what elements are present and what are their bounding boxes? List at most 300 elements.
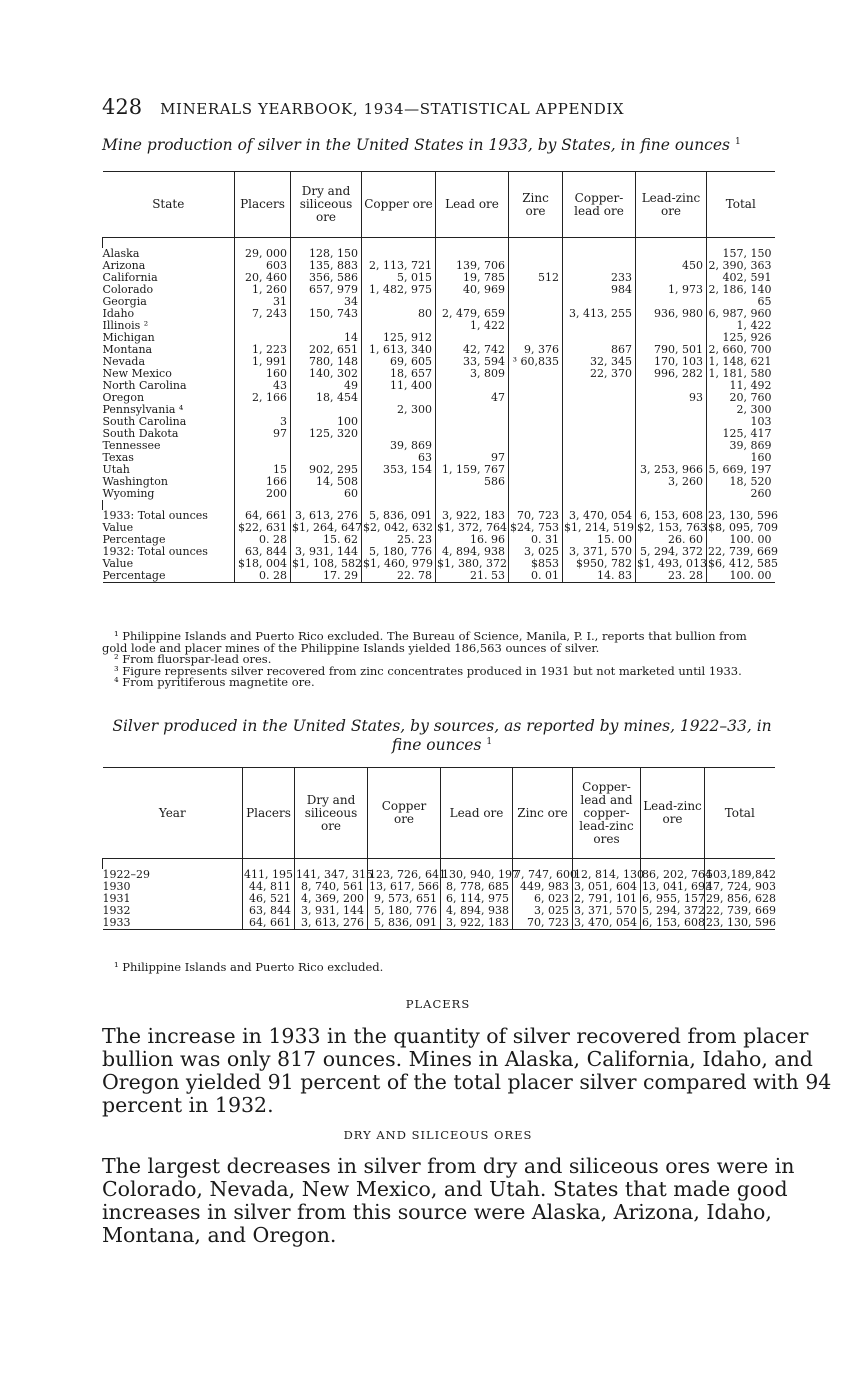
table-cell: 0. 28 bbox=[235, 534, 291, 546]
table1-col-header: Total bbox=[707, 172, 775, 238]
table-cell: 70, 723 bbox=[513, 917, 573, 930]
table-cell bbox=[509, 452, 563, 464]
table1-caption-text: Mine production of silver in the United States in 1933, by States, in fine ounces bbox=[102, 136, 730, 154]
table-cell: 3, 922, 183 bbox=[436, 510, 509, 522]
table2-col-header: Copper-lead and copper-lead-zinc ores bbox=[573, 768, 641, 859]
table-cell: 450 bbox=[636, 260, 707, 272]
table-cell bbox=[563, 392, 636, 404]
table-cell: 100. 00 bbox=[707, 570, 775, 583]
table-row bbox=[103, 416, 775, 428]
table-cell: 3, 922, 183 bbox=[441, 917, 513, 930]
table-cell: 11, 492 bbox=[707, 380, 775, 392]
table-cell: 18, 657 bbox=[362, 368, 436, 380]
table-cell: 586 bbox=[436, 476, 509, 488]
table-cell: 512 bbox=[509, 272, 563, 284]
table2-col-header: Year bbox=[103, 768, 243, 859]
table-cell bbox=[509, 320, 563, 332]
table-cell bbox=[636, 488, 707, 500]
table-cell bbox=[436, 404, 509, 416]
table-cell: 1, 422 bbox=[707, 320, 775, 332]
table-cell: 353, 154 bbox=[362, 464, 436, 476]
table2-col-header: Total bbox=[705, 768, 775, 859]
table-cell: 47, 724, 903 bbox=[706, 880, 776, 893]
table-cell: ³ 60,835 bbox=[509, 356, 563, 368]
row-label: Oregon bbox=[102, 391, 145, 404]
row-label: Illinois ² bbox=[102, 319, 149, 332]
table-cell: 9, 376 bbox=[509, 344, 563, 356]
table-cell: 1, 148, 621 bbox=[707, 356, 775, 368]
table2-caption bbox=[102, 717, 782, 755]
table-cell: 657, 979 bbox=[291, 284, 362, 296]
table-cell: 936, 980 bbox=[636, 308, 707, 320]
table-cell: 15 bbox=[235, 464, 291, 476]
table-cell: 170, 103 bbox=[636, 356, 707, 368]
table1-col-header: Lead ore bbox=[436, 172, 509, 238]
table-cell bbox=[291, 440, 362, 452]
totals-row bbox=[103, 570, 775, 583]
table-cell: 160 bbox=[707, 452, 775, 464]
table-cell: 12, 814, 130 bbox=[574, 868, 644, 881]
table-cell: 25. 23 bbox=[362, 534, 436, 546]
table1-caption bbox=[102, 136, 782, 155]
table-cell: 125, 912 bbox=[362, 332, 436, 344]
paragraph-line: increases in silver from this source were Alaska, Arizona, Idaho, bbox=[102, 1200, 772, 1224]
table-cell: 46, 521 bbox=[243, 893, 295, 905]
table-cell: 1, 973 bbox=[636, 284, 707, 296]
table-cell: 22, 739, 669 bbox=[708, 545, 778, 558]
table-cell: 13, 617, 566 bbox=[369, 880, 439, 893]
table-cell: 39, 869 bbox=[707, 440, 775, 452]
table-cell: 29, 000 bbox=[235, 248, 291, 260]
table-cell: 6, 153, 608 bbox=[642, 916, 705, 929]
table-cell: 2, 660, 700 bbox=[707, 344, 775, 356]
table-cell: $1, 264, 647 bbox=[292, 521, 362, 534]
table-cell: 23, 130, 596 bbox=[706, 916, 776, 929]
table-cell: 63 bbox=[362, 452, 436, 464]
table-cell bbox=[362, 488, 436, 500]
table2-caption-footnote-ref: 1 bbox=[486, 736, 493, 747]
paragraph-line: Colorado, Nevada, New Mexico, and Utah. States that made good bbox=[102, 1177, 788, 1201]
row-label: 1922–29 bbox=[102, 868, 150, 881]
table-cell: 3, 025 bbox=[509, 546, 563, 558]
table-cell bbox=[509, 488, 563, 500]
table-cell: 7, 747, 600 bbox=[514, 868, 577, 881]
row-label: Percentage bbox=[102, 533, 166, 546]
table1-col-header: Lead-zinc ore bbox=[636, 172, 707, 238]
table-cell: 23, 130, 596 bbox=[708, 509, 778, 522]
paragraph-line: The largest decreases in silver from dry and siliceous ores were in bbox=[102, 1154, 795, 1178]
row-label: Idaho bbox=[102, 307, 135, 320]
table-cell bbox=[235, 440, 291, 452]
table-cell: $1, 460, 979 bbox=[362, 558, 436, 570]
paragraph-line: percent in 1932. bbox=[102, 1093, 274, 1117]
table1-col-header: Dry and siliceous ore bbox=[291, 172, 362, 238]
row-label: 1933 bbox=[103, 917, 243, 930]
table-cell: 603 bbox=[235, 260, 291, 272]
table-cell: 157, 150 bbox=[707, 248, 775, 260]
table-cell: 14, 508 bbox=[291, 476, 362, 488]
table-cell bbox=[563, 464, 636, 476]
row-label: Percentage bbox=[103, 570, 235, 583]
table-cell: 1, 260 bbox=[235, 284, 291, 296]
table-row bbox=[103, 428, 775, 440]
table-cell: $1, 380, 372 bbox=[437, 557, 507, 570]
table-cell: 8, 740, 561 bbox=[295, 881, 368, 893]
table-cell: 411, 195 bbox=[244, 868, 293, 881]
table-cell: $1, 214, 519 bbox=[564, 521, 634, 534]
table-cell bbox=[509, 428, 563, 440]
table2-footnote: ¹ Philippine Islands and Puerto Rico excluded. bbox=[114, 960, 384, 974]
table-cell: 5, 836, 091 bbox=[368, 917, 441, 930]
table-cell: 356, 586 bbox=[291, 272, 362, 284]
table-cell: 3, 470, 054 bbox=[573, 917, 641, 930]
table-cell: 2, 166 bbox=[235, 392, 291, 404]
table-cell: 4, 369, 200 bbox=[295, 893, 368, 905]
row-label: Michigan bbox=[102, 331, 155, 344]
table-cell bbox=[636, 320, 707, 332]
table-cell: 42, 742 bbox=[436, 344, 509, 356]
table2-col-header: Lead-zinc ore bbox=[641, 768, 705, 859]
table-cell: 69, 605 bbox=[362, 356, 436, 368]
table-cell: 141, 347, 315 bbox=[296, 868, 373, 881]
table-cell: 7, 243 bbox=[235, 308, 291, 320]
table-cell: 125, 926 bbox=[707, 332, 775, 344]
table-cell: 902, 295 bbox=[291, 464, 362, 476]
footnote: ² From fluorspar-lead ores. bbox=[114, 652, 272, 666]
table-cell bbox=[563, 488, 636, 500]
table-cell: 3, 253, 966 bbox=[636, 464, 707, 476]
table-cell: 1, 482, 975 bbox=[362, 284, 436, 296]
row-label: Wyoming bbox=[102, 487, 155, 500]
table-cell: 22, 739, 669 bbox=[706, 904, 776, 917]
table-cell: 40, 969 bbox=[436, 284, 509, 296]
table-cell: 2, 300 bbox=[707, 404, 775, 416]
table-cell bbox=[563, 416, 636, 428]
table-cell: 260 bbox=[707, 488, 775, 500]
paragraph-line: bullion was only 817 ounces. Mines in Alaska, California, Idaho, and bbox=[102, 1047, 813, 1071]
table-cell bbox=[436, 416, 509, 428]
table-cell: 15. 62 bbox=[291, 534, 362, 546]
row-label: Value bbox=[102, 557, 134, 570]
table-cell: 11, 400 bbox=[362, 380, 436, 392]
table-cell bbox=[362, 476, 436, 488]
table-cell: 780, 148 bbox=[291, 356, 362, 368]
table1-body bbox=[102, 238, 778, 583]
table2-footnotes bbox=[102, 962, 774, 974]
table-cell: 29, 856, 628 bbox=[706, 892, 776, 905]
table-cell: 5, 669, 197 bbox=[707, 464, 775, 476]
table-cell: 44, 811 bbox=[243, 881, 295, 893]
table-cell: $853 bbox=[509, 558, 563, 570]
table-cell: 43 bbox=[235, 380, 291, 392]
footnote: ³ Figure represents silver recovered from zinc concentrates produced in 1931 but not marketed until 1933. bbox=[114, 663, 742, 678]
table-cell bbox=[636, 416, 707, 428]
table1-col-header: Zinc ore bbox=[509, 172, 563, 238]
table-cell: 63, 844 bbox=[243, 905, 295, 917]
running-title: MINERALS YEARBOOK, 1934—STATISTICAL APPENDIX bbox=[160, 100, 625, 118]
table-cell: 5, 180, 776 bbox=[368, 905, 441, 917]
table-cell bbox=[509, 308, 563, 320]
paragraph-line: Oregon yielded 91 percent of the total placer silver compared with 94 bbox=[102, 1070, 832, 1094]
footnote: ⁴ From pyritiferous magnetite ore. bbox=[114, 675, 315, 689]
table-cell: 3, 613, 276 bbox=[291, 510, 362, 522]
table-cell: 97 bbox=[235, 428, 291, 440]
table-cell: 139, 706 bbox=[436, 260, 509, 272]
table-cell: 0. 01 bbox=[509, 570, 563, 583]
table-cell: 2, 791, 101 bbox=[573, 893, 641, 905]
table-cell: 20, 760 bbox=[707, 392, 775, 404]
table-cell bbox=[436, 428, 509, 440]
table-cell: 33, 594 bbox=[436, 356, 509, 368]
table-cell: 1, 422 bbox=[436, 320, 509, 332]
table-cell: 14 bbox=[291, 332, 362, 344]
row-label: Colorado bbox=[102, 283, 154, 296]
table-cell: 160 bbox=[235, 368, 291, 380]
table-row bbox=[103, 488, 775, 500]
row-label: Value bbox=[102, 521, 134, 534]
table2-col-header: Dry and siliceous ore bbox=[295, 768, 368, 859]
table-cell: 64, 661 bbox=[235, 510, 291, 522]
table-cell: 23. 28 bbox=[636, 570, 707, 583]
table2-col-header: Zinc ore bbox=[513, 768, 573, 859]
table-cell bbox=[509, 476, 563, 488]
table-cell bbox=[509, 464, 563, 476]
table-cell: 26. 60 bbox=[636, 534, 707, 546]
table-cell: 3, 371, 570 bbox=[573, 905, 641, 917]
table-cell: 135, 883 bbox=[291, 260, 362, 272]
table-cell: 97 bbox=[436, 452, 509, 464]
table1-col-header: Copper-lead ore bbox=[563, 172, 636, 238]
table-cell: 1, 181, 580 bbox=[707, 368, 775, 380]
table-cell bbox=[362, 416, 436, 428]
row-label: Tennessee bbox=[102, 439, 161, 452]
table-cell: 5, 180, 776 bbox=[362, 546, 436, 558]
row-label: Nevada bbox=[102, 355, 146, 368]
table-cell: 5, 015 bbox=[362, 272, 436, 284]
table-row bbox=[103, 308, 775, 320]
table-cell: 86, 202, 764 bbox=[642, 868, 712, 881]
table2-header-row bbox=[103, 768, 775, 859]
table-cell: 2, 186, 140 bbox=[707, 284, 775, 296]
table-cell: 2, 390, 363 bbox=[707, 260, 775, 272]
table-cell: 3 bbox=[235, 416, 291, 428]
table-cell: 1, 223 bbox=[235, 344, 291, 356]
table-cell: 5, 294, 372 bbox=[642, 904, 705, 917]
table-cell: 13, 041, 693 bbox=[642, 880, 712, 893]
table-cell bbox=[509, 368, 563, 380]
table-cell: 9, 573, 651 bbox=[368, 893, 441, 905]
table-cell: 125, 417 bbox=[707, 428, 775, 440]
table2-body bbox=[103, 859, 775, 930]
row-label: Pennsylvania ⁴ bbox=[102, 403, 184, 416]
table-cell: 3, 371, 570 bbox=[563, 546, 636, 558]
dry-siliceous-paragraph bbox=[102, 1154, 795, 1247]
row-label: South Dakota bbox=[102, 427, 179, 440]
table-row bbox=[103, 476, 775, 488]
table-cell: 3, 613, 276 bbox=[295, 917, 368, 930]
silver-by-state-table bbox=[102, 171, 778, 583]
row-label: Utah bbox=[102, 463, 130, 476]
table-cell: 49 bbox=[291, 380, 362, 392]
table2-caption-line1: Silver produced in the United States, by sources, as reported by mines, 1922–33, in bbox=[112, 717, 772, 735]
table-cell: 70, 723 bbox=[509, 510, 563, 522]
table-cell: 150, 743 bbox=[291, 308, 362, 320]
table-cell: 233 bbox=[563, 272, 636, 284]
table-cell: 18, 520 bbox=[707, 476, 775, 488]
row-label: Washington bbox=[102, 475, 168, 488]
table-row bbox=[103, 368, 775, 380]
row-label: 1932: Total ounces bbox=[102, 545, 208, 558]
row-label: North Carolina bbox=[102, 379, 187, 392]
table-cell: 64, 661 bbox=[243, 917, 295, 930]
placers-paragraph bbox=[102, 1024, 832, 1117]
table-cell: 1, 159, 767 bbox=[436, 464, 509, 476]
table-cell bbox=[509, 416, 563, 428]
table-cell: 2, 300 bbox=[362, 404, 436, 416]
table-cell: 3, 931, 144 bbox=[295, 905, 368, 917]
table-cell: 4, 894, 938 bbox=[441, 905, 513, 917]
table2-col-header: Lead ore bbox=[441, 768, 513, 859]
table-cell bbox=[563, 404, 636, 416]
section-heading-dry-siliceous: DRY AND SILICEOUS ORES bbox=[343, 1128, 533, 1142]
table-cell bbox=[636, 404, 707, 416]
table-cell: 32, 345 bbox=[563, 356, 636, 368]
table-cell: 449, 983 bbox=[513, 881, 573, 893]
table-cell: 8, 778, 685 bbox=[441, 881, 513, 893]
table-cell: 19, 785 bbox=[436, 272, 509, 284]
table-cell: 15. 00 bbox=[563, 534, 636, 546]
table-cell bbox=[509, 440, 563, 452]
table-cell: 21. 53 bbox=[436, 570, 509, 583]
section-heading-placers: PLACERS bbox=[405, 997, 471, 1011]
table-cell: 0. 28 bbox=[235, 570, 291, 583]
row-label: Georgia bbox=[102, 295, 147, 308]
table-cell: $2, 153, 763 bbox=[637, 521, 707, 534]
table-cell: 18, 454 bbox=[291, 392, 362, 404]
table-cell: 1, 991 bbox=[235, 356, 291, 368]
table-cell: 5, 294, 372 bbox=[636, 546, 707, 558]
table-cell: 0. 31 bbox=[509, 534, 563, 546]
table-cell: 47 bbox=[436, 392, 509, 404]
table-cell: 63, 844 bbox=[235, 546, 291, 558]
table-cell: 3, 931, 144 bbox=[291, 546, 362, 558]
table-cell: 3, 051, 604 bbox=[573, 881, 641, 893]
table-cell bbox=[563, 476, 636, 488]
table-cell: 20, 460 bbox=[235, 272, 291, 284]
table-cell bbox=[509, 392, 563, 404]
table-row bbox=[103, 380, 775, 392]
table-row bbox=[103, 392, 775, 404]
row-label: Arizona bbox=[102, 259, 146, 272]
table-cell bbox=[563, 320, 636, 332]
paragraph-line: The increase in 1933 in the quantity of silver recovered from placer bbox=[102, 1024, 809, 1048]
table-cell: $22, 631 bbox=[235, 522, 291, 534]
table-cell bbox=[509, 284, 563, 296]
table-cell bbox=[563, 440, 636, 452]
table-cell: 5, 836, 091 bbox=[362, 510, 436, 522]
table-cell: 6, 955, 157 bbox=[642, 892, 705, 905]
table-row bbox=[103, 284, 775, 296]
table-cell: 65 bbox=[707, 296, 775, 308]
table-cell: 130, 940, 197 bbox=[442, 868, 519, 881]
row-label: 1933: Total ounces bbox=[102, 509, 208, 522]
table-cell bbox=[636, 428, 707, 440]
table-cell: 402, 591 bbox=[707, 272, 775, 284]
table-cell: 166 bbox=[235, 476, 291, 488]
table2-col-header: Placers bbox=[243, 768, 295, 859]
table-cell: 3, 413, 255 bbox=[563, 308, 636, 320]
table1-col-header: Copper ore bbox=[362, 172, 436, 238]
table-cell: 80 bbox=[362, 308, 436, 320]
table-cell bbox=[563, 248, 636, 260]
table-cell bbox=[563, 380, 636, 392]
table-cell: 996, 282 bbox=[636, 368, 707, 380]
table-cell: 128, 150 bbox=[291, 248, 362, 260]
table-cell bbox=[235, 320, 291, 332]
table-cell: 6, 153, 608 bbox=[636, 510, 707, 522]
spacer-row bbox=[103, 238, 775, 249]
table2-caption-line2: fine ounces bbox=[391, 736, 482, 754]
table-cell bbox=[509, 296, 563, 308]
table-cell: 22. 78 bbox=[362, 570, 436, 583]
table-cell: $1, 372, 764 bbox=[437, 521, 507, 534]
table-cell: 984 bbox=[563, 284, 636, 296]
row-label: California bbox=[102, 271, 158, 284]
table-cell bbox=[509, 380, 563, 392]
footnote: ¹ Philippine Islands and Puerto Rico excluded. The Bureau of Science, Manila, P. I., reports that bullion from gold lode and placer mines of the Philippine Islands yielded 186,563 ounces of silver. bbox=[102, 629, 747, 655]
row-label: 1931 bbox=[102, 892, 131, 905]
table-cell: 2, 113, 721 bbox=[362, 260, 436, 272]
table1-caption-footnote-ref: 1 bbox=[734, 136, 741, 147]
table-cell: $1, 108, 582 bbox=[292, 557, 362, 570]
table-cell: 34 bbox=[291, 296, 362, 308]
table-cell bbox=[509, 404, 563, 416]
table-cell: $1, 493, 013 bbox=[637, 557, 707, 570]
table-cell: 100 bbox=[291, 416, 362, 428]
row-label: 1932 bbox=[102, 904, 131, 917]
table-row bbox=[103, 917, 775, 930]
table-cell: 6, 987, 960 bbox=[707, 308, 775, 320]
table-cell: $18, 004 bbox=[235, 558, 291, 570]
row-label: South Carolina bbox=[102, 415, 187, 428]
table-cell bbox=[436, 488, 509, 500]
table-cell: 4, 894, 938 bbox=[436, 546, 509, 558]
table-cell: $6, 412, 585 bbox=[708, 557, 778, 570]
table-cell: 790, 501 bbox=[636, 344, 707, 356]
table-cell: 16. 96 bbox=[436, 534, 509, 546]
table-cell bbox=[636, 440, 707, 452]
table-cell: 100. 00 bbox=[707, 534, 775, 546]
table-cell: 17. 29 bbox=[291, 570, 362, 583]
row-label: Alaska bbox=[102, 247, 140, 260]
table1-col-header: Placers bbox=[235, 172, 291, 238]
table-cell: 123, 726, 641 bbox=[369, 868, 446, 881]
table-row bbox=[103, 440, 775, 452]
table-cell: 93 bbox=[636, 392, 707, 404]
table-cell: 3, 470, 054 bbox=[563, 510, 636, 522]
table1-footnotes bbox=[102, 631, 774, 689]
table-cell: 6, 023 bbox=[513, 893, 573, 905]
row-label: Texas bbox=[102, 451, 134, 464]
table-cell: 867 bbox=[563, 344, 636, 356]
table-cell: 22, 370 bbox=[563, 368, 636, 380]
table-cell: 14. 83 bbox=[563, 570, 636, 583]
table-cell: 2, 479, 659 bbox=[436, 308, 509, 320]
table-row bbox=[103, 260, 775, 272]
table-cell: $24, 753 bbox=[509, 522, 563, 534]
page-number: 428 bbox=[102, 95, 143, 119]
table-cell bbox=[563, 452, 636, 464]
